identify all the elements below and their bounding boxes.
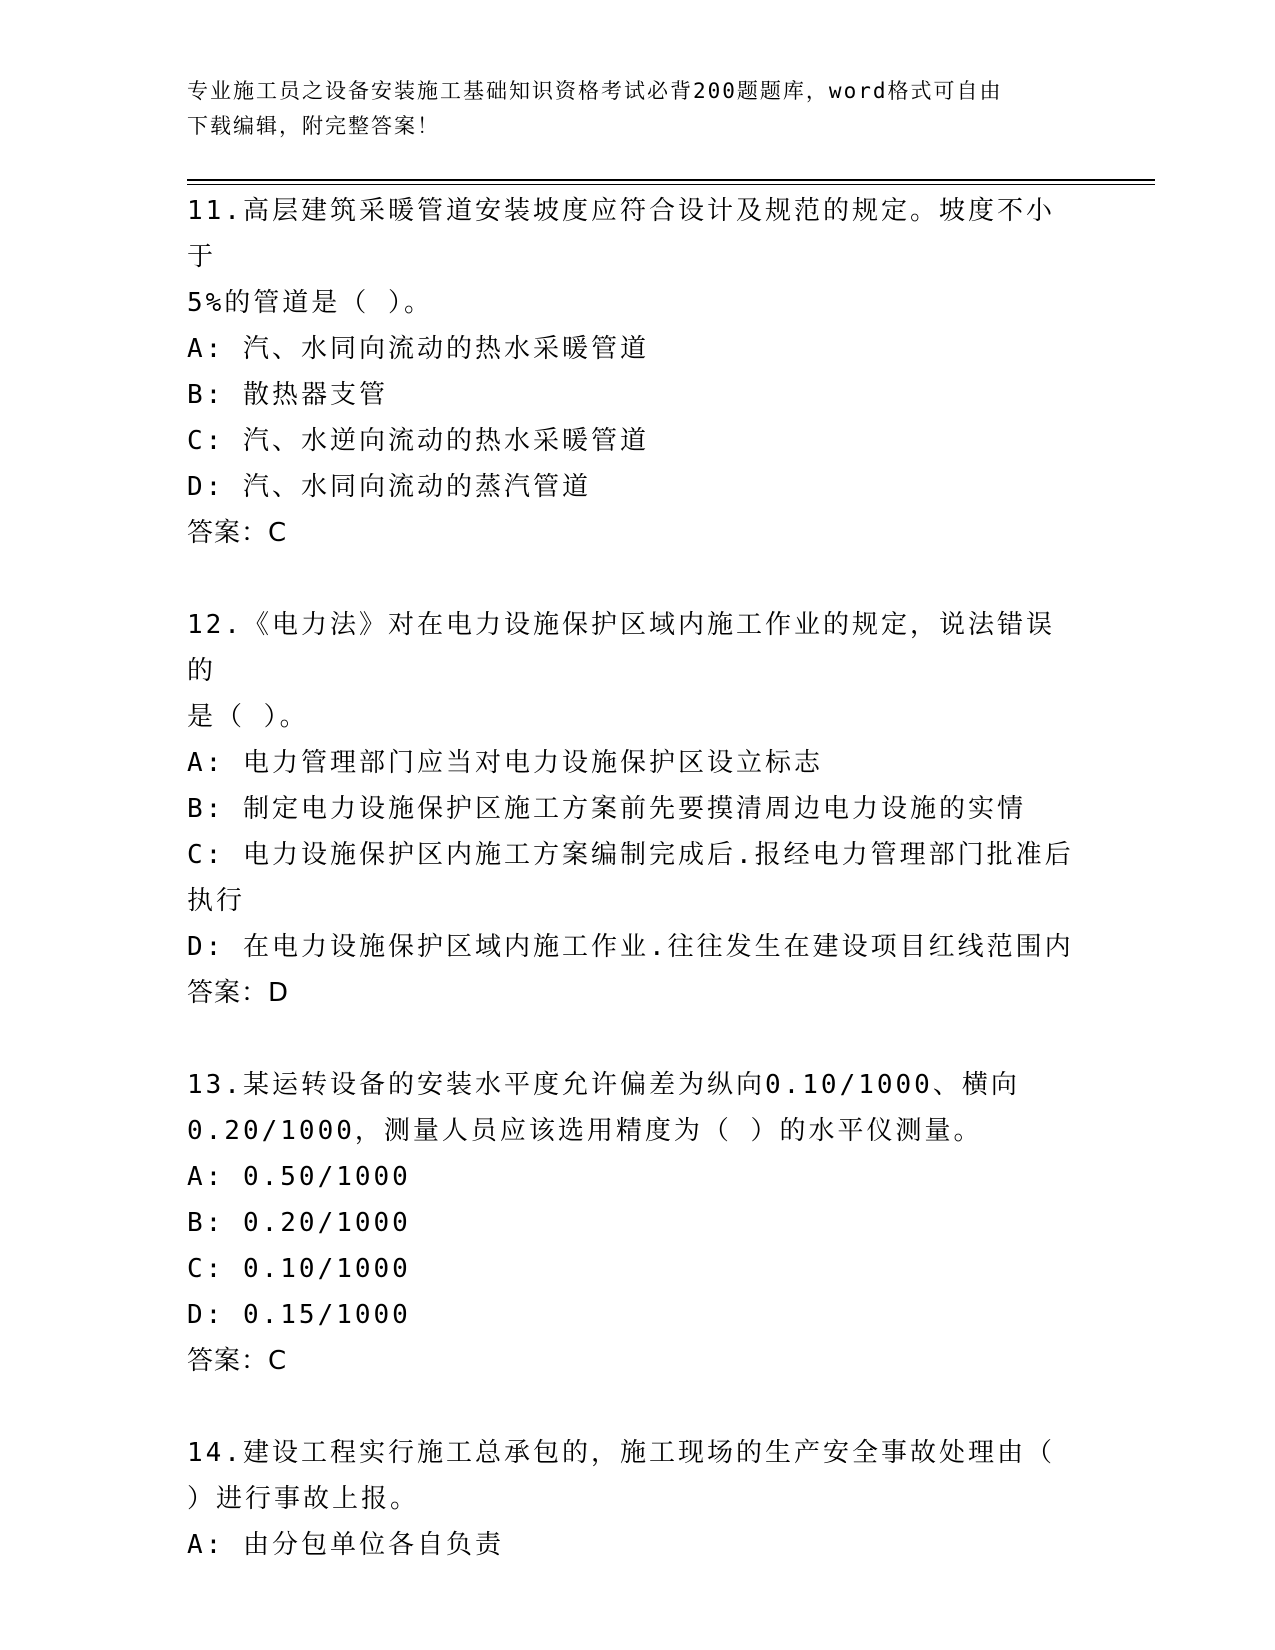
option-b: B: 0.20/1000 (187, 1208, 411, 1238)
question-list (187, 188, 1077, 1614)
option-a: A: 电力管理部门应当对电力设施保护区设立标志 (187, 748, 823, 778)
option-c-continued: 执行 (187, 886, 246, 916)
question-text-line: ）进行事故上报。 (187, 1484, 420, 1514)
option-d: D: 在电力设施保护区域内施工作业.往往发生在建设项目红线范围内 (187, 932, 1074, 962)
option-b: B: 散热器支管 (187, 380, 388, 410)
option-d: D: 汽、水同向流动的蒸汽管道 (187, 472, 591, 502)
header-divider-thick (187, 179, 1155, 181)
question-text-line: 12.《电力法》对在电力设施保护区域内施工作业的规定，说法错误的 (187, 610, 1055, 686)
question-text-line: 是（ ）。 (187, 702, 309, 732)
question-text-line: 5%的管道是（ ）。 (187, 288, 433, 318)
option-c: C: 汽、水逆向流动的热水采暖管道 (187, 426, 649, 456)
header-line-2: 下载编辑，附完整答案！ (187, 114, 440, 138)
answer-line: 答案：D (187, 978, 290, 1008)
option-c: C: 0.10/1000 (187, 1254, 411, 1284)
question-text-line: 0.20/1000，测量人员应该选用精度为（ ）的水平仪测量。 (187, 1116, 983, 1146)
question-12 (187, 602, 1077, 1016)
question-text-line: 13.某运转设备的安装水平度允许偏差为纵向0.10/1000、横向 (187, 1070, 1020, 1100)
question-text-line: 14.建设工程实行施工总承包的，施工现场的生产安全事故处理由（ (187, 1438, 1055, 1468)
option-a: A: 由分包单位各自负责 (187, 1530, 504, 1560)
option-b: B: 制定电力设施保护区施工方案前先要摸清周边电力设施的实情 (187, 794, 1026, 824)
document-header (187, 74, 1067, 144)
header-line-1: 专业施工员之设备安装施工基础知识资格考试必背200题题库，word格式可自由 (187, 79, 1003, 103)
option-c: C: 电力设施保护区内施工方案编制完成后.报经电力管理部门批准后 (187, 840, 1074, 870)
answer-line: 答案：C (187, 518, 288, 548)
question-14 (187, 1430, 1077, 1568)
question-11 (187, 188, 1077, 556)
option-d: D: 0.15/1000 (187, 1300, 411, 1330)
option-a: A: 0.50/1000 (187, 1162, 411, 1192)
option-a: A: 汽、水同向流动的热水采暖管道 (187, 334, 649, 364)
header-divider-thin (187, 184, 1155, 185)
answer-line: 答案：C (187, 1346, 288, 1376)
question-13 (187, 1062, 1077, 1384)
question-text-line: 11.高层建筑采暖管道安装坡度应符合设计及规范的规定。坡度不小于 (187, 196, 1055, 272)
